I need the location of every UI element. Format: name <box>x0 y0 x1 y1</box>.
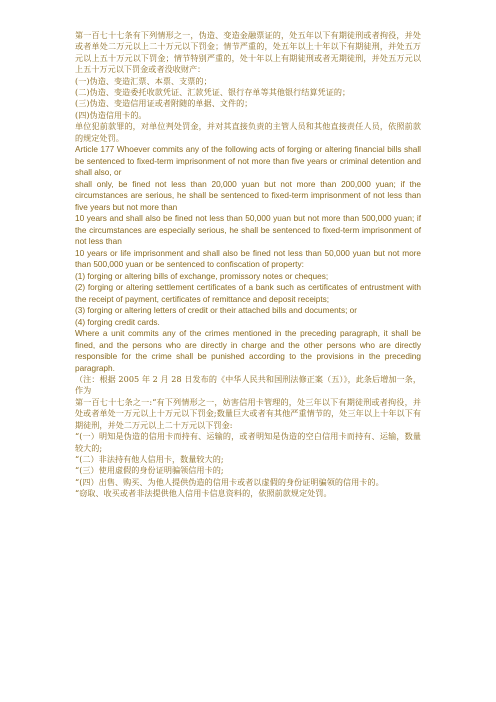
article-177-zh-item-2: (二)伪造、变造委托收款凭证、汇款凭证、银行存单等其他银行结算凭证的； <box>75 87 351 98</box>
article-177-en-intro: Article 177 Whoever commits any of the following acts of forging or altering financial bills shall be sentenced to fixed-term imprisonment of not more than five years or criminal detention and shall also, or <box>75 145 421 178</box>
article-177-en-unit-clause: Where a unit commits any of the crimes mentioned in the preceding paragraph, it shall be fined, and the persons who are directly in charge and the other persons who are directly responsible for the crime shall be punished according to the provisions in the preceding paragraph. <box>75 329 421 373</box>
article-177-zh-main: 第一百七十七条有下列情形之一，伪造、变造金融票证的，处五年以下有期徒刑或者拘役，并处或者单处二万元以上二十万元以下罚金；情节严重的，处五年以上十年以下有期徒刑，并处五万元以上五十万元以下罚金；情节特别严重的，处十年以上有期徒刑或者无期徒刑，并处五万元以上五十万元以下罚金或者没收财产： <box>75 30 421 75</box>
article-177-en-item-3: (3) forging or altering letters of credit or their attached bills and documents; or <box>75 306 358 316</box>
article-177-en-life-clause: 10 years or life imprisonment and shall also be fined not less than 50,000 yuan but not more than 500,000 yuan or be sentenced to confiscation of property: <box>75 248 421 270</box>
document-body <box>75 30 421 500</box>
article-177-en-serious-clause: 10 years and shall also be fined not less than 50,000 yuan but not more than 500,000 yuan; if the circumstances are especially serious, he shall be sentenced to fixed-term imprisonment of not less than <box>75 214 421 247</box>
article-177-zh-item-3: (三)伪造、变造信用证或者附随的单据、文件的； <box>75 98 253 109</box>
article-177-en-item-4: (4) forging credit cards. <box>75 317 160 327</box>
article-177-zh-item-1: (一)伪造、变造汇票、本票、支票的； <box>75 75 212 86</box>
amendment-note: （注：根据 2005 年 2 月 28 日发布的《中华人民共和国刑法修正案（五）》，此条后增加一条，作为 <box>75 374 421 396</box>
article-177-1-zh-item-1: “(一）明知是伪造的信用卡而持有、运输的，或者明知是伪造的空白信用卡而持有、运输，数量较大的; <box>75 431 421 453</box>
article-177-zh-unit-clause: 单位犯前款罪的，对单位判处罚金，并对其直接负责的主管人员和其他直接责任人员，依照前款的规定处罚。 <box>75 121 421 143</box>
article-177-en-fine-clause: shall only, be fined not less than 20,000 yuan but not more than 200,000 yuan; if the circumstances are serious, he shall be sentenced to fixed-term imprisonment of not less than five years but not more than <box>75 179 421 212</box>
article-177-1-zh-item-3: “(三）使用虚假的身份证明骗领信用卡的; <box>75 465 224 476</box>
article-177-en-item-1: (1) forging or altering bills of exchange, promissory notes or cheques; <box>75 271 329 281</box>
article-177-1-zh-item-2: “(二）非法持有他人信用卡，数量较大的; <box>75 453 224 464</box>
article-177-en-item-2: (2) forging or altering settlement certificates of a bank such as certificates of entrustment with the receipt of payment, certificates of remittance and deposit receipts; <box>75 283 421 304</box>
article-177-1-zh-item-4: “(四）出售、购买、为他人提供伪造的信用卡或者以虚假的身份证明骗领的信用卡的。 <box>75 476 384 487</box>
article-177-zh-item-4: (四)伪造信用卡的。 <box>75 109 147 120</box>
article-177-1-zh-theft-clause: “窃取、收买或者非法提供他人信用卡信息资料的，依照前款规定处罚。 <box>75 488 332 499</box>
article-177-1-zh-main: 第一百七十七条之一:“有下列情形之一，妨害信用卡管理的，处三年以下有期徒刑或者拘役，并处或者单处一万元以上十万元以下罚金;数量巨大或者有其他严重情节的，处三年以上十年以下有期徒刑，并处二万元以上二十万元以下罚金: <box>75 396 421 430</box>
